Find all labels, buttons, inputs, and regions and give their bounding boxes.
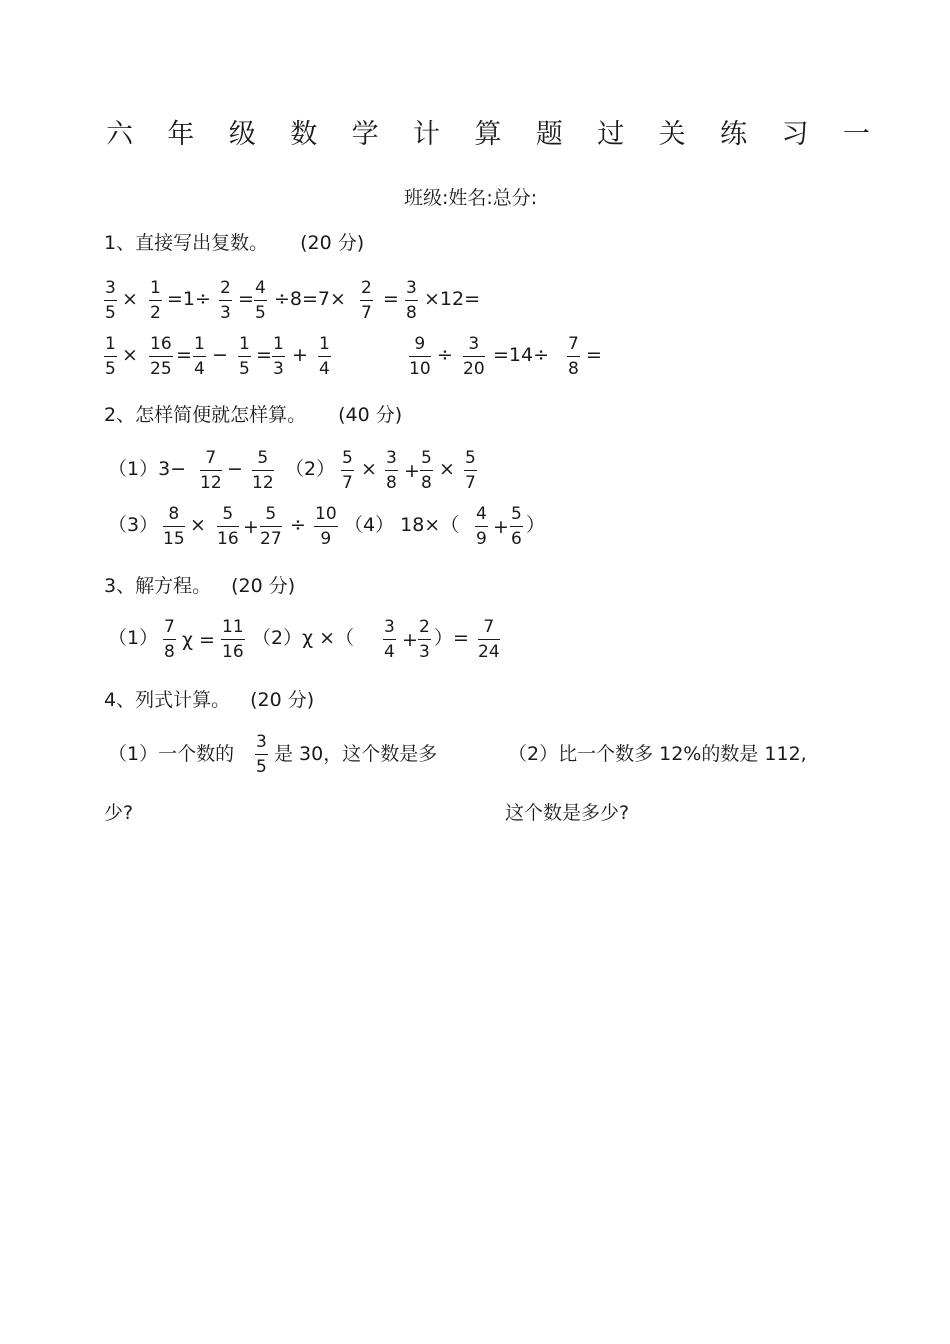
operator: × <box>122 288 138 310</box>
operator: ×12= <box>424 288 481 310</box>
title-char: 六 <box>106 119 133 150</box>
fraction-denominator: 5 <box>256 757 267 777</box>
problem-label: （1） <box>108 627 159 649</box>
operator: − <box>227 458 243 480</box>
operator: × <box>361 458 377 480</box>
fraction <box>252 448 274 493</box>
fraction-numerator: 5 <box>511 504 522 524</box>
section-3-title: 3、解方程。 <box>104 575 212 597</box>
fraction <box>420 448 433 493</box>
fraction-denominator: 4 <box>384 642 395 662</box>
fraction-denominator: 5 <box>105 303 116 323</box>
fraction-numerator: 5 <box>342 448 353 468</box>
fraction-denominator: 8 <box>568 359 579 379</box>
operator: ÷ <box>290 514 306 536</box>
fraction-denominator: 6 <box>511 529 522 549</box>
section-1-title: 1、直接写出复数。 <box>104 232 269 254</box>
fraction-denominator: 4 <box>194 359 205 379</box>
fraction-numerator: 5 <box>265 504 277 524</box>
fraction-numerator: 5 <box>421 448 432 468</box>
fraction-denominator: 2 <box>150 303 161 323</box>
fraction-numerator: 2 <box>419 617 430 637</box>
operator: + <box>404 460 420 482</box>
fraction-numerator: 8 <box>168 504 180 524</box>
fraction <box>464 448 477 493</box>
fraction-numerator: 4 <box>476 504 487 524</box>
fraction <box>475 504 488 549</box>
fraction-denominator: 9 <box>476 529 487 549</box>
fraction-denominator: 7 <box>465 473 476 493</box>
title-char: 计 <box>413 119 441 150</box>
fraction <box>478 617 500 662</box>
problem-label: （4） 18×（ <box>344 514 460 536</box>
section-4-score: (20 分) <box>250 689 315 711</box>
section-4-title: 4、列式计算。 <box>104 689 231 711</box>
fraction <box>163 504 185 549</box>
fraction <box>341 448 354 493</box>
title-char: 年 <box>167 119 195 150</box>
operator: =1÷ <box>167 288 211 310</box>
fraction <box>360 278 373 323</box>
fraction-denominator: 24 <box>478 642 500 662</box>
fraction-denominator: 12 <box>200 473 222 493</box>
fraction <box>104 334 117 379</box>
fraction-numerator: 10 <box>315 504 337 524</box>
fraction-denominator: 3 <box>273 359 284 379</box>
fraction <box>163 617 176 662</box>
fraction-denominator: 15 <box>163 529 185 549</box>
fraction-denominator: 8 <box>421 473 432 493</box>
operator: = <box>238 288 254 310</box>
fraction-denominator: 16 <box>217 529 239 549</box>
fraction-denominator: 8 <box>386 473 397 493</box>
title-char: 学 <box>351 119 379 150</box>
fraction <box>318 334 331 379</box>
fraction <box>149 278 162 323</box>
fraction-numerator: 3 <box>256 732 267 752</box>
fraction-denominator: 20 <box>463 359 485 379</box>
fraction <box>255 732 268 777</box>
fraction-denominator: 9 <box>320 529 332 549</box>
operator: + <box>243 516 259 538</box>
problem-label: （2）χ ×（ <box>252 627 355 649</box>
fraction-denominator: 8 <box>406 303 417 323</box>
fraction <box>418 617 431 662</box>
fraction-numerator: 1 <box>273 334 284 354</box>
problem-label: （1）3− <box>108 458 187 480</box>
fraction-denominator: 5 <box>239 359 250 379</box>
fraction-numerator: 16 <box>150 334 172 354</box>
fraction-denominator: 5 <box>255 303 266 323</box>
fraction-numerator: 9 <box>414 334 426 354</box>
operator: ÷ <box>437 344 453 366</box>
fraction <box>217 504 239 549</box>
fraction-numerator: 3 <box>105 278 116 298</box>
operator: ÷8=7× <box>274 288 346 310</box>
fraction <box>221 617 245 662</box>
operator: ） <box>526 514 546 536</box>
fraction-denominator: 25 <box>150 359 172 379</box>
section-2-score: (40 分) <box>338 404 403 426</box>
title-char: 题 <box>535 119 563 150</box>
fraction-denominator: 10 <box>409 359 431 379</box>
section-1-score: (20 分) <box>300 232 365 254</box>
fraction-numerator: 1 <box>150 278 161 298</box>
fraction-numerator: 3 <box>406 278 417 298</box>
operator: χ = <box>182 629 215 651</box>
fraction-numerator: 2 <box>220 278 231 298</box>
fraction-denominator: 3 <box>220 303 231 323</box>
title-char: 算 <box>474 119 502 150</box>
title-char: 一 <box>842 119 870 150</box>
operator: =14÷ <box>493 344 550 366</box>
title-char: 数 <box>290 119 318 150</box>
fraction-numerator: 3 <box>384 617 395 637</box>
title-char: 练 <box>720 119 748 150</box>
fraction <box>385 448 398 493</box>
problem-label: （2） <box>285 458 336 480</box>
fraction <box>104 278 117 323</box>
fraction-denominator: 7 <box>361 303 372 323</box>
section-2-heading <box>104 403 402 427</box>
operator: = <box>586 344 602 366</box>
operator: + <box>292 344 308 366</box>
operator: × <box>122 344 138 366</box>
fraction-numerator: 11 <box>222 617 244 637</box>
operator: × <box>439 458 455 480</box>
fraction <box>149 334 173 379</box>
word-problem-2-text: （2）比一个数多 12%的数是 112, <box>508 743 807 765</box>
section-1-heading <box>104 231 364 255</box>
info-line: 班级:姓名:总分: <box>404 187 538 209</box>
section-4-heading <box>104 688 314 712</box>
fraction-numerator: 7 <box>568 334 579 354</box>
operator: × <box>190 514 206 536</box>
fraction-denominator: 3 <box>419 642 430 662</box>
title-char: 过 <box>597 119 625 150</box>
word-problem-2-text: 这个数是多少? <box>505 802 630 824</box>
problem-label: （3） <box>108 514 159 536</box>
section-2-title: 2、怎样简便就怎样算。 <box>104 404 307 426</box>
operator: ）= <box>434 627 469 649</box>
fraction <box>314 504 338 549</box>
operator: = <box>176 344 192 366</box>
title-char: 习 <box>781 119 809 150</box>
fraction-numerator: 5 <box>257 448 269 468</box>
fraction-numerator: 3 <box>468 334 480 354</box>
fraction-numerator: 1 <box>319 334 330 354</box>
page-title <box>106 112 870 151</box>
fraction-denominator: 27 <box>260 529 282 549</box>
fraction-numerator: 1 <box>194 334 205 354</box>
fraction-numerator: 5 <box>465 448 476 468</box>
fraction-numerator: 2 <box>361 278 372 298</box>
fraction-denominator: 5 <box>105 359 116 379</box>
fraction-numerator: 1 <box>105 334 116 354</box>
fraction <box>383 617 396 662</box>
fraction <box>510 504 523 549</box>
fraction-denominator: 4 <box>319 359 330 379</box>
section-3-heading <box>104 574 295 598</box>
title-char: 关 <box>658 119 686 150</box>
operator: = <box>383 288 399 310</box>
fraction-numerator: 7 <box>164 617 175 637</box>
fraction <box>405 278 418 323</box>
fraction-denominator: 7 <box>342 473 353 493</box>
operator: − <box>212 344 228 366</box>
fraction-numerator: 5 <box>222 504 234 524</box>
fraction <box>254 278 267 323</box>
fraction <box>193 334 206 379</box>
fraction <box>272 334 285 379</box>
title-char: 级 <box>228 119 256 150</box>
word-problem-1-text: 少? <box>104 802 134 824</box>
fraction-numerator: 1 <box>239 334 250 354</box>
fraction <box>567 334 580 379</box>
fraction-denominator: 12 <box>252 473 274 493</box>
operator: = <box>256 344 272 366</box>
fraction-numerator: 3 <box>386 448 397 468</box>
fraction-numerator: 7 <box>205 448 217 468</box>
operator: + <box>493 516 509 538</box>
fraction <box>260 504 282 549</box>
fraction-numerator: 4 <box>255 278 266 298</box>
operator: + <box>402 629 418 651</box>
fraction-numerator: 7 <box>483 617 495 637</box>
fraction <box>409 334 431 379</box>
word-problem-1-text: 是 30，这个数是多 <box>274 743 438 765</box>
fraction <box>219 278 232 323</box>
section-3-score: (20 分) <box>231 575 296 597</box>
fraction-denominator: 8 <box>164 642 175 662</box>
fraction-denominator: 16 <box>222 642 244 662</box>
fraction <box>200 448 222 493</box>
word-problem-1-text: （1）一个数的 <box>108 743 235 765</box>
fraction <box>463 334 485 379</box>
fraction <box>238 334 251 379</box>
